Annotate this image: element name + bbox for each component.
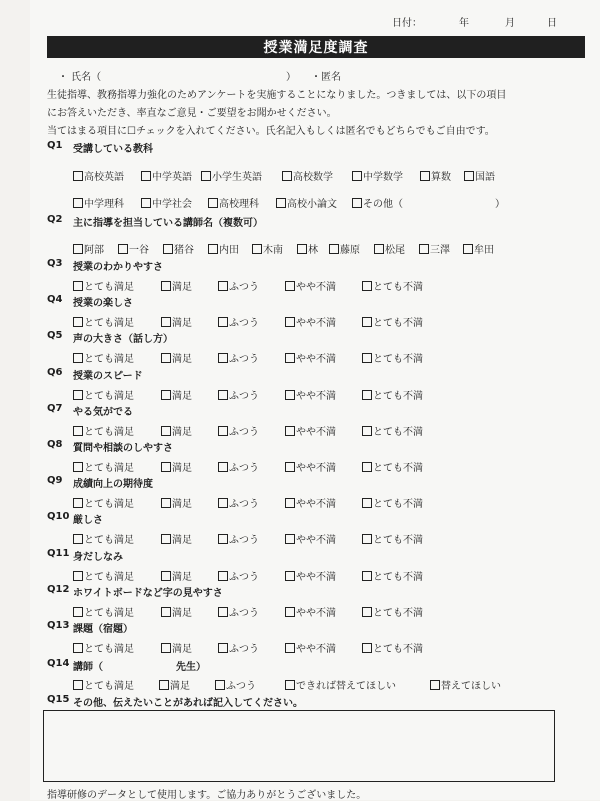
checkbox-icon[interactable] [141,198,151,208]
teacher-option[interactable]: 藤原 [329,241,360,256]
scale-option[interactable]: とても満足 [73,350,134,365]
teacher-option[interactable]: 内田 [208,241,239,256]
checkbox-icon[interactable] [285,462,295,472]
q14-text: 講師（ [73,662,103,673]
scale-option[interactable]: ふつう [218,278,259,293]
teacher-option[interactable]: 木南 [252,241,283,256]
checkbox-icon[interactable] [419,244,429,254]
scale-option[interactable]: やや不満 [285,314,336,329]
checkbox-icon[interactable] [215,680,225,690]
scale-option[interactable]: 満足 [161,314,192,329]
teacher-option[interactable]: 阿部 [73,241,104,256]
checkbox-icon[interactable] [73,281,83,291]
checkbox-icon[interactable] [362,317,372,327]
checkbox-icon[interactable] [159,680,169,690]
q1-other-close: ） [495,199,505,210]
q2-text: 主に指導を担当している講師名（複数可） [73,218,263,229]
q14-option[interactable]: ふつう [215,677,256,692]
scale-option[interactable]: やや不満 [285,278,336,293]
q1-option[interactable]: 算数 [420,168,451,183]
checkbox-icon[interactable] [118,244,128,254]
scale-option[interactable]: やや不満 [285,459,336,474]
scale-option[interactable]: ふつう [218,423,259,438]
checkbox-icon[interactable] [285,607,295,617]
checkbox-icon[interactable] [282,171,292,181]
scale-option[interactable]: 満足 [161,423,192,438]
scale-option[interactable]: ふつう [218,314,259,329]
q14-option[interactable]: できれば替えてほしい [285,677,396,692]
checkbox-icon[interactable] [218,317,228,327]
date-year-label: 年 [459,18,469,29]
question-text: 声の大きさ（話し方） [73,334,173,345]
question-number: Q13 [47,620,70,631]
scale-option[interactable]: とても不満 [362,459,423,474]
scale-option[interactable]: とても不満 [362,640,423,655]
q1-option[interactable]: 高校小論文 [276,195,337,210]
scale-option[interactable]: とても満足 [73,531,134,546]
scale-option[interactable]: とても満足 [73,459,134,474]
checkbox-icon[interactable] [362,498,372,508]
question-text: 厳しさ [73,515,103,526]
checkbox-icon[interactable] [285,498,295,508]
q15-text: その他、伝えたいことがあれば記入してください。 [73,698,303,709]
checkbox-icon[interactable] [73,534,83,544]
scale-option[interactable]: とても不満 [362,350,423,365]
question-number: Q7 [47,403,63,414]
checkbox-icon[interactable] [362,426,372,436]
scale-option[interactable]: とても不満 [362,568,423,583]
checkbox-icon[interactable] [463,244,473,254]
checkbox-icon[interactable] [285,390,295,400]
checkbox-icon[interactable] [161,571,171,581]
scale-option[interactable]: とても満足 [73,278,134,293]
checkbox-icon[interactable] [161,462,171,472]
date-day-label: 日 [547,18,557,29]
scale-option[interactable]: とても満足 [73,604,134,619]
checkbox-icon[interactable] [285,680,295,690]
intro-line-2: にお答えいただき、率直なご意見・ご要望をお聞かせください。 [47,108,337,119]
q1-option-other[interactable]: その他（ [352,195,403,210]
scale-option[interactable]: やや不満 [285,350,336,365]
q1-option[interactable]: 中学社会 [141,195,192,210]
checkbox-icon[interactable] [276,198,286,208]
survey-title: 授業満足度調査 [47,36,585,58]
checkbox-icon[interactable] [218,498,228,508]
question-number: Q6 [47,367,63,378]
checkbox-icon[interactable] [161,643,171,653]
checkbox-icon[interactable] [218,462,228,472]
teacher-option[interactable]: 松尾 [374,241,405,256]
checkbox-icon[interactable] [161,498,171,508]
scale-option[interactable]: 満足 [161,568,192,583]
checkbox-icon[interactable] [208,244,218,254]
checkbox-icon[interactable] [218,534,228,544]
scale-option[interactable]: とても満足 [73,495,134,510]
question-text: やる気がでる [73,407,133,418]
checkbox-icon[interactable] [161,353,171,363]
question-number: Q5 [47,330,63,341]
question-text: 成績向上の期待度 [73,479,153,490]
question-text: 質問や相談のしやすさ [73,443,173,454]
checkbox-icon[interactable] [285,571,295,581]
checkbox-icon[interactable] [73,171,83,181]
checkbox-icon[interactable] [73,607,83,617]
q14-option[interactable]: 替えてほしい [430,677,501,692]
checkbox-icon[interactable] [73,680,83,690]
q14-number: Q14 [47,658,70,669]
checkbox-icon[interactable] [73,198,83,208]
q1-option[interactable]: 中学理科 [73,195,124,210]
checkbox-icon[interactable] [362,281,372,291]
date-month-label: 月 [505,18,515,29]
question-text: 授業の楽しさ [73,298,133,309]
q14-option[interactable]: とても満足 [73,677,134,692]
question-text: 身だしなみ [73,552,123,563]
scale-option[interactable]: やや不満 [285,568,336,583]
checkbox-icon[interactable] [73,353,83,363]
checkbox-icon[interactable] [362,643,372,653]
q1-text: 受講している教科 [73,144,153,155]
checkbox-icon[interactable] [161,390,171,400]
checkbox-icon[interactable] [362,571,372,581]
checkbox-icon[interactable] [285,643,295,653]
scale-option[interactable]: ふつう [218,531,259,546]
comment-textarea[interactable] [43,710,555,782]
scale-option[interactable]: 満足 [161,459,192,474]
question-number: Q11 [47,548,70,559]
checkbox-icon[interactable] [163,244,173,254]
question-number: Q9 [47,475,63,486]
q1-option[interactable]: 高校理科 [208,195,259,210]
q15-number: Q15 [47,694,70,705]
checkbox-icon[interactable] [362,353,372,363]
checkbox-icon[interactable] [297,244,307,254]
teacher-option[interactable]: 三澤 [419,241,450,256]
checkbox-icon[interactable] [352,171,362,181]
checkbox-icon[interactable] [252,244,262,254]
scale-option[interactable]: ふつう [218,604,259,619]
checkbox-icon[interactable] [285,426,295,436]
q1-option[interactable]: 中学英語 [141,168,192,183]
scale-option[interactable]: とても満足 [73,568,134,583]
scale-option[interactable]: ふつう [218,495,259,510]
checkbox-icon[interactable] [218,426,228,436]
intro-line-3: 当てはまる項目に☐チェックを入れてください。氏名記入もしくは匿名でもどちらでもご自由です。 [47,126,495,137]
scale-option[interactable]: 満足 [161,640,192,655]
checkbox-icon[interactable] [218,571,228,581]
intro-line-1: 生徒指導、教務指導力強化のためアンケートを実施することになりました。つきましては、以下の項目 [47,90,507,101]
checkbox-icon[interactable] [285,353,295,363]
question-text: ホワイトボードなど字の見やすさ [73,588,223,599]
scale-option[interactable]: やや不満 [285,495,336,510]
question-number: Q12 [47,584,70,595]
checkbox-icon[interactable] [218,607,228,617]
teacher-option[interactable]: 林 [297,241,318,256]
checkbox-icon[interactable] [141,171,151,181]
checkbox-icon[interactable] [73,317,83,327]
scale-option[interactable]: 満足 [161,387,192,402]
scale-option[interactable]: とても不満 [362,387,423,402]
scale-option[interactable]: ふつう [218,350,259,365]
checkbox-icon[interactable] [161,426,171,436]
checkbox-icon[interactable] [285,534,295,544]
checkbox-icon[interactable] [362,390,372,400]
q1-option[interactable]: 高校英語 [73,168,124,183]
scale-option[interactable]: とても不満 [362,531,423,546]
checkbox-icon[interactable] [161,281,171,291]
checkbox-icon[interactable] [208,198,218,208]
checkbox-icon[interactable] [374,244,384,254]
footer-note: 指導研修のデータとして使用します。ご協力ありがとうございました。 [47,790,367,801]
scale-option[interactable]: とても不満 [362,423,423,438]
scale-option[interactable]: 満足 [161,604,192,619]
checkbox-icon[interactable] [464,171,474,181]
checkbox-icon[interactable] [420,171,430,181]
question-text: 課題（宿題） [73,624,133,635]
teacher-option[interactable]: 猪谷 [163,241,194,256]
checkbox-icon[interactable] [73,571,83,581]
checkbox-icon[interactable] [362,534,372,544]
scale-option[interactable]: とても不満 [362,495,423,510]
q1-option[interactable]: 小学生英語 [201,168,262,183]
scale-option[interactable]: 満足 [161,495,192,510]
question-text: 授業のわかりやすさ [73,262,163,273]
q2-number: Q2 [47,214,63,225]
scale-option[interactable]: やや不満 [285,531,336,546]
q1-option[interactable]: 中学数学 [352,168,403,183]
scale-option[interactable]: とても不満 [362,314,423,329]
q1-option[interactable]: 国語 [464,168,495,183]
scale-option[interactable]: やや不満 [285,604,336,619]
checkbox-icon[interactable] [218,353,228,363]
scale-option[interactable]: やや不満 [285,640,336,655]
date-label: 日付： [392,18,422,29]
checkbox-icon[interactable] [285,317,295,327]
question-number: Q10 [47,511,70,522]
scale-option[interactable]: とても満足 [73,387,134,402]
checkbox-icon[interactable] [218,643,228,653]
scale-option[interactable]: とても不満 [362,604,423,619]
checkbox-icon[interactable] [201,171,211,181]
checkbox-icon[interactable] [73,244,83,254]
checkbox-icon[interactable] [430,680,440,690]
scale-option[interactable]: 満足 [161,531,192,546]
name-label: ・ 氏名（ [58,72,102,83]
checkbox-icon[interactable] [218,390,228,400]
checkbox-icon[interactable] [329,244,339,254]
question-text: 授業のスピード [73,371,143,382]
scale-option[interactable]: とても不満 [362,278,423,293]
scale-option[interactable]: ふつう [218,640,259,655]
checkbox-icon[interactable] [161,534,171,544]
checkbox-icon[interactable] [285,281,295,291]
checkbox-icon[interactable] [73,390,83,400]
scale-option[interactable]: とても満足 [73,314,134,329]
teacher-option[interactable]: 牟田 [463,241,494,256]
checkbox-icon[interactable] [161,317,171,327]
checkbox-icon[interactable] [362,607,372,617]
scale-option[interactable]: とても満足 [73,423,134,438]
checkbox-icon[interactable] [73,462,83,472]
q1-option[interactable]: 高校数学 [282,168,333,183]
checkbox-icon[interactable] [73,643,83,653]
teacher-option[interactable]: 一谷 [118,241,149,256]
scale-option[interactable]: やや不満 [285,423,336,438]
question-number: Q3 [47,258,63,269]
name-close: ） [286,72,296,83]
q14-suffix: 先生） [176,662,206,673]
scale-option[interactable]: やや不満 [285,387,336,402]
checkbox-icon[interactable] [218,281,228,291]
checkbox-icon[interactable] [362,462,372,472]
question-number: Q4 [47,294,63,305]
scale-option[interactable]: ふつう [218,459,259,474]
anonymous-label: ・匿名 [311,72,341,83]
scale-option[interactable]: 満足 [161,350,192,365]
checkbox-icon[interactable] [73,498,83,508]
scale-option[interactable]: ふつう [218,387,259,402]
question-number: Q8 [47,439,63,450]
q14-option[interactable]: 満足 [159,677,190,692]
scale-option[interactable]: 満足 [161,278,192,293]
scale-option[interactable]: ふつう [218,568,259,583]
q1-number: Q1 [47,140,63,151]
checkbox-icon[interactable] [73,426,83,436]
checkbox-icon[interactable] [161,607,171,617]
checkbox-icon[interactable] [352,198,362,208]
scale-option[interactable]: とても満足 [73,640,134,655]
